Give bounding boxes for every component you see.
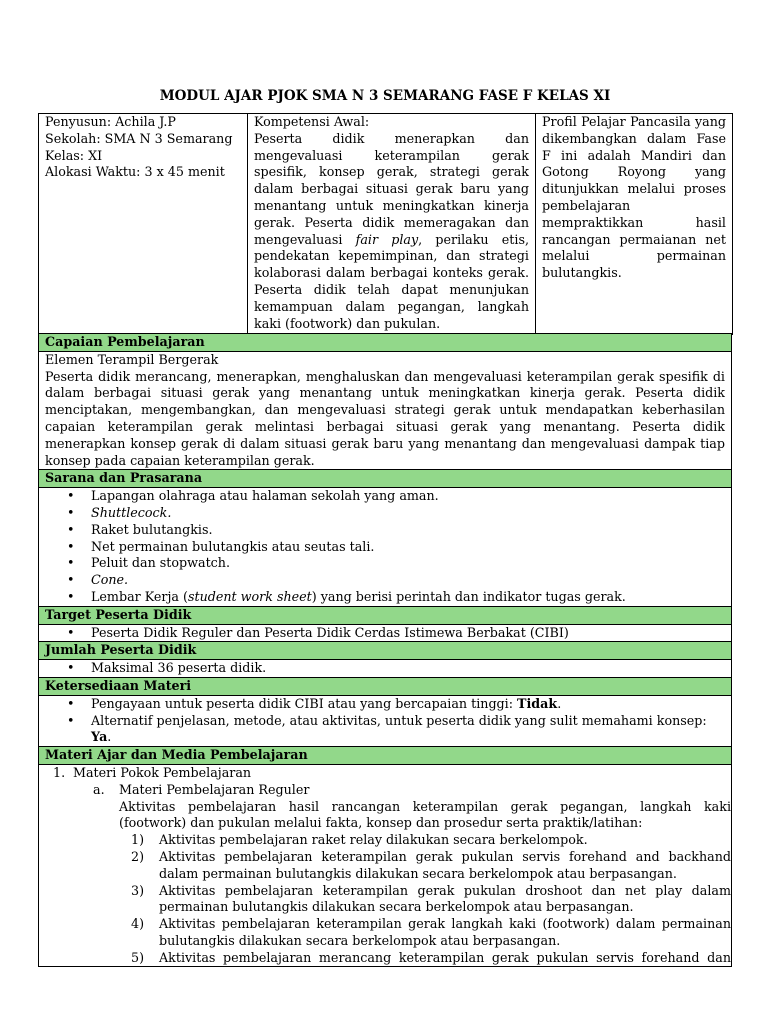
kompetensi-text xyxy=(254,131,529,333)
kelas-text: Kelas: XI xyxy=(45,147,103,163)
capaian-body xyxy=(39,352,731,470)
materi-letter: a. xyxy=(93,781,105,797)
alternatif-answer: Ya xyxy=(91,729,108,745)
jumlah-list xyxy=(39,660,731,677)
step-item xyxy=(39,916,731,950)
alternatif-text: Alternatif penjelasan, metode, atau aktivitas, untuk peserta didik yang sulit memahami konsep: xyxy=(91,712,707,728)
list-item xyxy=(39,589,731,606)
list-item: • Peserta Didik Reguler dan Peserta Didik Cerdas Istimewa Berbakat (CIBI) xyxy=(39,625,731,642)
list-item: • Net permainan bulutangkis atau seutas tali. xyxy=(39,539,731,556)
list-item xyxy=(39,696,731,713)
jumlah-header: Jumlah Peserta Didik xyxy=(39,641,731,660)
list-item: • Shuttlecock. xyxy=(39,505,731,522)
kompetensi-fair-play: fair play xyxy=(355,231,419,247)
sekolah-text: Sekolah: SMA N 3 Semarang xyxy=(45,130,233,146)
target-list xyxy=(39,625,731,642)
materi-intro: Aktivitas pembelajaran hasil rancangan keterampilan gerak pegangan, langkah kaki (footwork) dan pukulan melalui fakta, konsep dan prosedur serta praktik/latihan: xyxy=(119,798,731,831)
list-item: • Cone. xyxy=(39,572,731,589)
header-table xyxy=(38,113,733,335)
kompetensi-label: Kompetensi Awal: xyxy=(254,114,370,129)
lembar-italic: student work sheet xyxy=(187,588,312,604)
pengayaan-dot: . xyxy=(557,695,562,711)
step-text: Aktivitas pembelajaran keterampilan gerak pukulan servis forehand and backhand dalam permainan bulutangkis dilakukan secara berkelompok atau berpasangan. xyxy=(159,848,731,881)
kompetensi-text-b: , perilaku etis, pendekatan kepemimpinan, dan strategi kolaborasi dalam berbagai konteks gerak. Peserta didik telah dapat menunjukan kemampuan dalam pegangan, langkah kaki (footwork) dan pukulan. xyxy=(254,231,530,331)
materi-label: Materi Pokok Pembelajaran xyxy=(73,764,252,780)
step-number: 3) xyxy=(131,882,145,898)
materi-sublabel: Materi Pembelajaran Reguler xyxy=(119,781,310,797)
profil-cell xyxy=(536,114,733,335)
materi-number: 1. xyxy=(53,764,66,780)
step-item xyxy=(39,832,731,849)
step-number: 5) xyxy=(131,949,145,965)
list-item xyxy=(39,713,731,747)
profil-text: Profil Pelajar Pancasila yang dikembangkan dalam Fase F ini adalah Mandiri dan Gotong Royong yang ditunjukkan melalui proses pembelajaran mempraktikkan hasil rancangan permaianan net melalui permainan bulutangkis. xyxy=(542,114,726,281)
pengayaan-answer: Tidak xyxy=(517,695,558,711)
alokasi-text: Alokasi Waktu: 3 x 45 menit xyxy=(45,164,225,180)
penyusun-text: Penyusun: Achila J.P xyxy=(45,114,176,129)
pengayaan-text: Pengayaan untuk peserta didik CIBI atau yang bercapaian tinggi: xyxy=(91,695,518,711)
step-item xyxy=(39,883,731,917)
target-header: Target Peserta Didik xyxy=(39,606,731,625)
materi-body xyxy=(39,765,731,967)
step-item xyxy=(39,849,731,883)
ketersediaan-header: Ketersediaan Materi xyxy=(39,677,731,696)
elemen-text: Elemen Terampil Bergerak xyxy=(45,351,219,367)
alternatif-dot: . xyxy=(107,729,112,745)
list-item: • Maksimal 36 peserta didik. xyxy=(39,660,731,677)
step-number: 4) xyxy=(131,916,145,932)
main-table xyxy=(38,333,732,967)
info-cell xyxy=(39,114,248,335)
materi-item-1 xyxy=(39,765,731,782)
step-text: Aktivitas pembelajaran merancang keterampilan gerak pukulan servis forehand dan xyxy=(159,949,731,965)
materi-header: Materi Ajar dan Media Pembelajaran xyxy=(39,746,731,765)
step-text: Aktivitas pembelajaran keterampilan gerak pukulan droshoot dan net play dalam permainan bulutangkis dilakukan secara berkelompok atau berpasangan. xyxy=(159,882,731,915)
step-item xyxy=(39,950,731,967)
materi-item-a xyxy=(39,782,731,799)
lembar-text: Lembar Kerja ( xyxy=(91,588,188,604)
list-item: • Peluit dan stopwatch. xyxy=(39,555,731,572)
kompetensi-cell xyxy=(248,114,536,335)
kompetensi-text-a: Peserta didik menerapkan dan mengevaluasi keterampilan gerak spesifik, konsep gerak, strategi gerak dalam berbagai situasi gerak baru yang menantang untuk meningkatkan kinerja gerak. Peserta didik memeragakan dan mengevaluasi xyxy=(254,130,529,247)
capaian-text: Peserta didik merancang, menerapkan, menghaluskan dan mengevaluasi keterampilan gerak spesifik di dalam berbagai situasi gerak yang menantang untuk meningkatkan kinerja gerak. Peserta didik menciptakan, mengembangkan, dan mengevaluasi strategi gerak untuk mendapatkan keberhasilan capaian keterampilan gerak melintasi berbagai situasi gerak yang menantang. Peserta didik menerapkan konsep gerak di dalam situasi gerak baru yang menantang dan mengevaluasi dampak tiap konsep pada capaian keterampilan gerak. xyxy=(45,368,725,468)
ketersediaan-list xyxy=(39,696,731,746)
step-text: Aktivitas pembelajaran keterampilan gerak langkah kaki (footwork) dalam permainan bulutangkis dilakukan secara berkelompok atau berpasangan. xyxy=(159,916,731,948)
capaian-header: Capaian Pembelajaran xyxy=(39,333,731,352)
lembar-rest: ) yang berisi perintah dan indikator tugas gerak. xyxy=(311,588,626,604)
step-number: 2) xyxy=(131,848,145,864)
sarana-header: Sarana dan Prasarana xyxy=(39,469,731,488)
sarana-list xyxy=(39,488,731,606)
document-title: MODUL AJAR PJOK SMA N 3 SEMARANG FASE F KELAS XI xyxy=(159,88,611,104)
list-item: • Raket bulutangkis. xyxy=(39,522,731,539)
step-number: 1) xyxy=(131,832,145,848)
list-item: • Lapangan olahraga atau halaman sekolah yang aman. xyxy=(39,488,731,505)
step-text: Aktivitas pembelajaran raket relay dilakukan secara berkelompok. xyxy=(159,832,588,848)
